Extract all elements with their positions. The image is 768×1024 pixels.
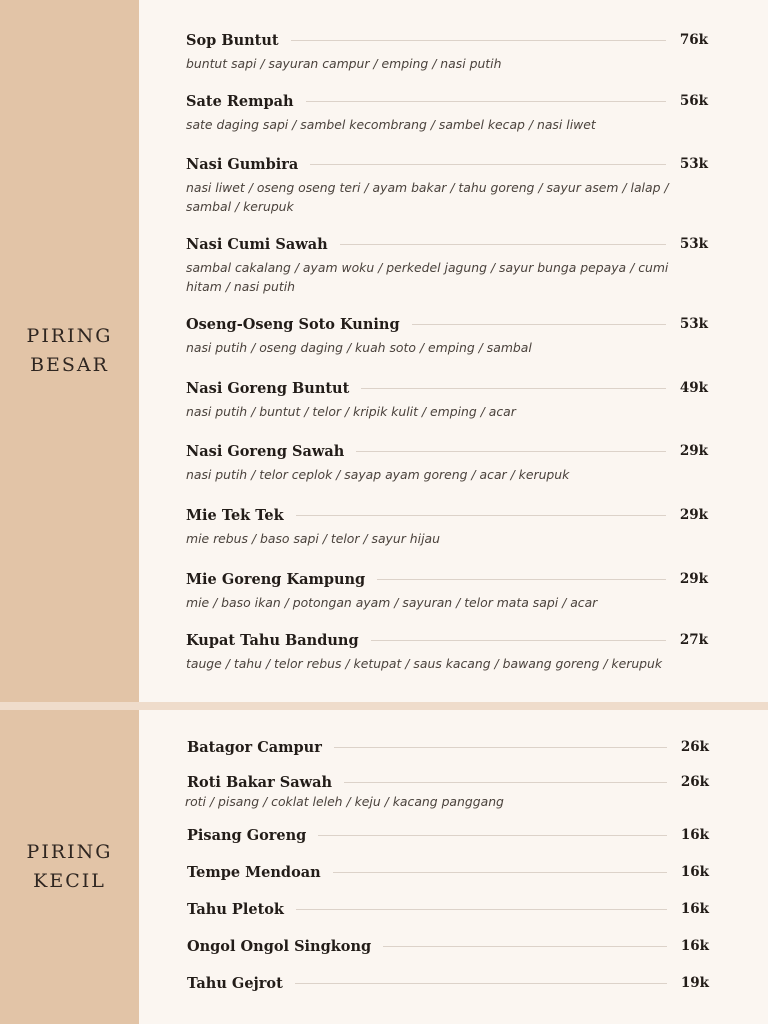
menu-item-price: 16k <box>680 827 709 843</box>
menu-item <box>186 378 708 421</box>
menu-item-description: buntut sapi / sayuran campur / emping / nasi putih <box>186 56 502 71</box>
menu-item-price: 29k <box>679 507 708 523</box>
menu-item-name: Mie Tek Tek <box>186 506 284 524</box>
menu-item-description: roti / pisang / coklat leleh / keju / kacang panggang <box>185 794 504 809</box>
dotted-leader <box>295 983 667 984</box>
menu-item-name: Tahu Gejrot <box>187 974 283 992</box>
menu-item-name: Sop Buntut <box>186 31 279 49</box>
menu-item <box>187 899 709 919</box>
menu-item-description: nasi putih / oseng daging / kuah soto / emping / sambal <box>186 340 532 355</box>
section-title: PIRING BESAR <box>26 325 113 376</box>
menu-item-name: Tahu Pletok <box>187 900 284 918</box>
menu-item-name: Batagor Campur <box>187 738 322 756</box>
menu-item-description: mie / baso ikan / potongan ayam / sayuran / telor mata sapi / acar <box>186 595 598 610</box>
menu-item <box>187 737 709 757</box>
menu-item-name: Pisang Goreng <box>187 826 307 844</box>
menu-item-price: 29k <box>679 443 708 459</box>
menu-item-name: Nasi Cumi Sawah <box>186 235 328 253</box>
menu-item-price: 26k <box>680 774 709 790</box>
menu-item-name: Sate Rempah <box>186 92 294 110</box>
menu-item <box>186 154 708 216</box>
menu-item <box>186 441 708 484</box>
menu-item-description: nasi liwet / oseng oseng teri / ayam bakar / tahu goreng / sayur asem / lalap / sambal / kerupuk <box>186 180 669 214</box>
section-sidebar <box>0 0 139 702</box>
menu-item-name: Mie Goreng Kampung <box>186 570 366 588</box>
menu-item-price: 49k <box>679 380 708 396</box>
menu-item-price: 16k <box>680 938 709 954</box>
menu-item-price: 53k <box>679 316 708 332</box>
menu-item-price: 16k <box>680 901 709 917</box>
dotted-leader <box>310 164 666 165</box>
menu-item <box>187 973 709 993</box>
menu-item <box>186 234 708 296</box>
menu-item-name: Kupat Tahu Bandung <box>186 631 359 649</box>
menu-item-name: Tempe Mendoan <box>187 863 321 881</box>
dotted-leader <box>318 835 667 836</box>
menu-item-price: 53k <box>679 236 708 252</box>
dotted-leader <box>306 101 666 102</box>
menu-item-name: Oseng-Oseng Soto Kuning <box>186 315 400 333</box>
menu-item-price: 53k <box>679 156 708 172</box>
dotted-leader <box>412 324 666 325</box>
menu-item-name: Nasi Goreng Sawah <box>186 442 345 460</box>
menu-item <box>187 772 709 811</box>
menu-item <box>186 630 708 673</box>
dotted-leader <box>344 782 667 783</box>
menu-item-price: 76k <box>679 32 708 48</box>
menu-item-price: 29k <box>679 571 708 587</box>
menu-item-price: 27k <box>679 632 708 648</box>
dotted-leader <box>296 909 667 910</box>
menu-item <box>187 825 709 845</box>
dotted-leader <box>377 579 666 580</box>
section-title: PIRING KECIL <box>26 841 113 892</box>
menu-item-description: tauge / tahu / telor rebus / ketupat / saus kacang / bawang goreng / kerupuk <box>186 656 663 671</box>
section-divider <box>0 702 768 710</box>
section-piring-kecil <box>0 710 768 1024</box>
dotted-leader <box>361 388 666 389</box>
menu-item-name: Nasi Gumbira <box>186 155 299 173</box>
menu-item-description: sambal cakalang / ayam woku / perkedel jagung / sayur bunga pepaya / cumi hitam / nasi putih <box>186 260 669 294</box>
dotted-leader <box>340 244 666 245</box>
menu-item-description: nasi putih / telor ceplok / sayap ayam goreng / acar / kerupuk <box>186 467 570 482</box>
menu-item <box>186 30 708 73</box>
dotted-leader <box>383 946 667 947</box>
menu-item <box>186 91 708 134</box>
menu-item-name: Roti Bakar Sawah <box>187 773 333 791</box>
menu-item-description: sate daging sapi / sambel kecombrang / sambel kecap / nasi liwet <box>186 117 596 132</box>
dotted-leader <box>371 640 666 641</box>
dotted-leader <box>334 747 667 748</box>
menu-item-price: 16k <box>680 864 709 880</box>
menu-item-description: nasi putih / buntut / telor / kripik kulit / emping / acar <box>186 404 516 419</box>
dotted-leader <box>356 451 666 452</box>
menu-item <box>186 505 708 548</box>
menu-item-description: mie rebus / baso sapi / telor / sayur hijau <box>186 531 440 546</box>
menu-item-price: 19k <box>680 975 709 991</box>
menu-item-name: Ongol Ongol Singkong <box>187 937 372 955</box>
section-sidebar <box>0 710 139 1024</box>
menu-item-price: 56k <box>679 93 708 109</box>
dotted-leader <box>291 40 666 41</box>
menu-item-name: Nasi Goreng Buntut <box>186 379 350 397</box>
menu-item <box>187 936 709 956</box>
menu-item <box>186 314 708 357</box>
menu-item <box>187 862 709 882</box>
menu-item <box>186 569 708 612</box>
menu-item-price: 26k <box>680 739 709 755</box>
dotted-leader <box>296 515 666 516</box>
dotted-leader <box>333 872 667 873</box>
